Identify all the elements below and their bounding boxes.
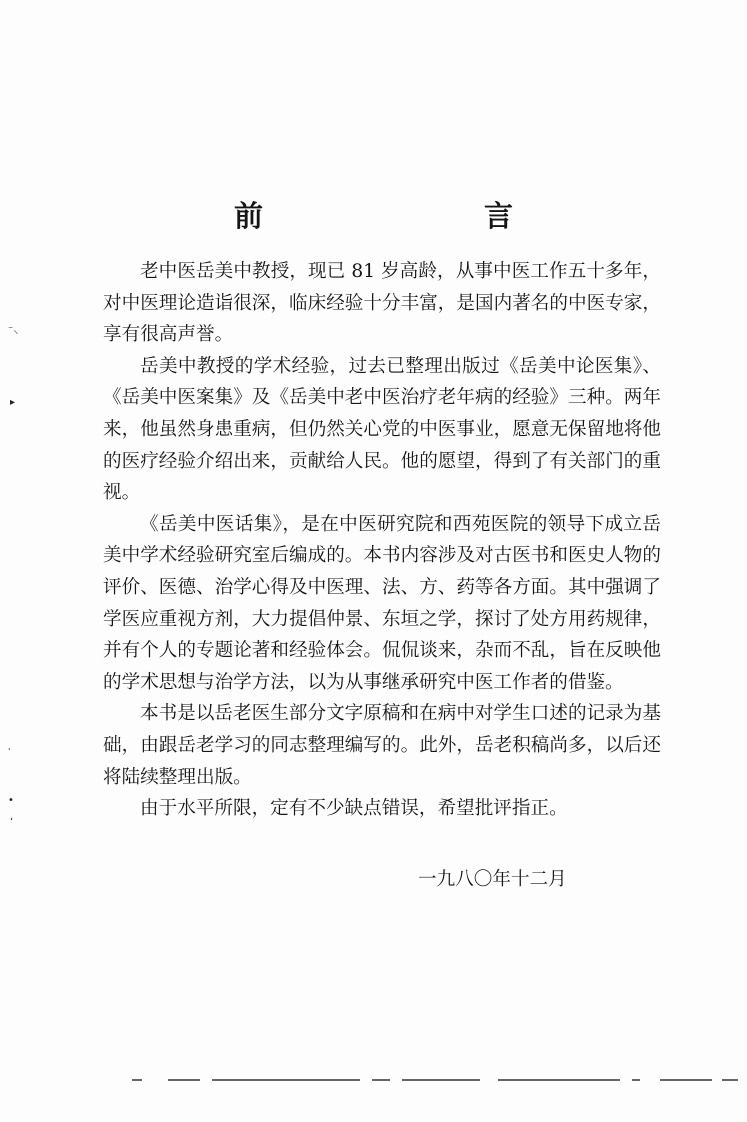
scan-speck-mark: ⸳	[8, 743, 11, 754]
scan-speck-mark: ʻ	[10, 817, 14, 828]
scan-speck-mark: ▸	[10, 397, 16, 408]
preface-title: 前 言	[233, 199, 609, 233]
paragraph-1: 老中医岳美中教授，现已 81 岁高龄，从事中医工作五十多年，对中医理论造诣很深，临床经验十分丰富，是国内著名的中医专家，享有很高声誉。	[103, 261, 661, 346]
paragraph-3: 《岳美中医话集》，是在中医研究院和西苑医院的领导下成立岳美中学术经验研究室后编成的。本书内容涉及对古医书和医史人物的评价、医德、治学心得及中医理、法、方、药等各方面。其中强调了学医应重视方剂，大力提倡仲景、东垣之学，探讨了处方用药规律，并有个人的专题论著和经验体会。侃侃谈来，杂而不乱，旨在反映他的学术思想与治学方法，以为从事继承研究中医工作者的借鉴。	[103, 513, 661, 693]
date-line: 一九八〇年十二月	[418, 869, 567, 890]
paragraph-5: 由于水平所限，定有不少缺点错误，希望批评指正。	[140, 798, 568, 820]
preface-body	[103, 256, 661, 825]
paragraph-2: 岳美中教授的学术经验，过去已整理出版过《岳美中论医集》、《岳美中医案集》及《岳美中老中医治疗老年病的经验》三种。两年来，他虽然身患重病，但仍然关心党的中医事业，愿意无保留地将他的医疗经验介绍出来，贡献给人民。他的愿望，得到了有关部门的重视。	[103, 355, 661, 504]
paragraph-4: 本书是以岳老医生部分文字原稿和在病中对学生口述的记录为基础，由跟岳老学习的同志整理编写的。此外，岳老积稿尚多，以后还将陆续整理出版。	[103, 703, 661, 788]
scan-speck-mark: ⁻⸜	[8, 325, 19, 336]
scan-bottom-rule	[120, 1078, 740, 1082]
scan-speck-mark: •	[8, 795, 14, 806]
